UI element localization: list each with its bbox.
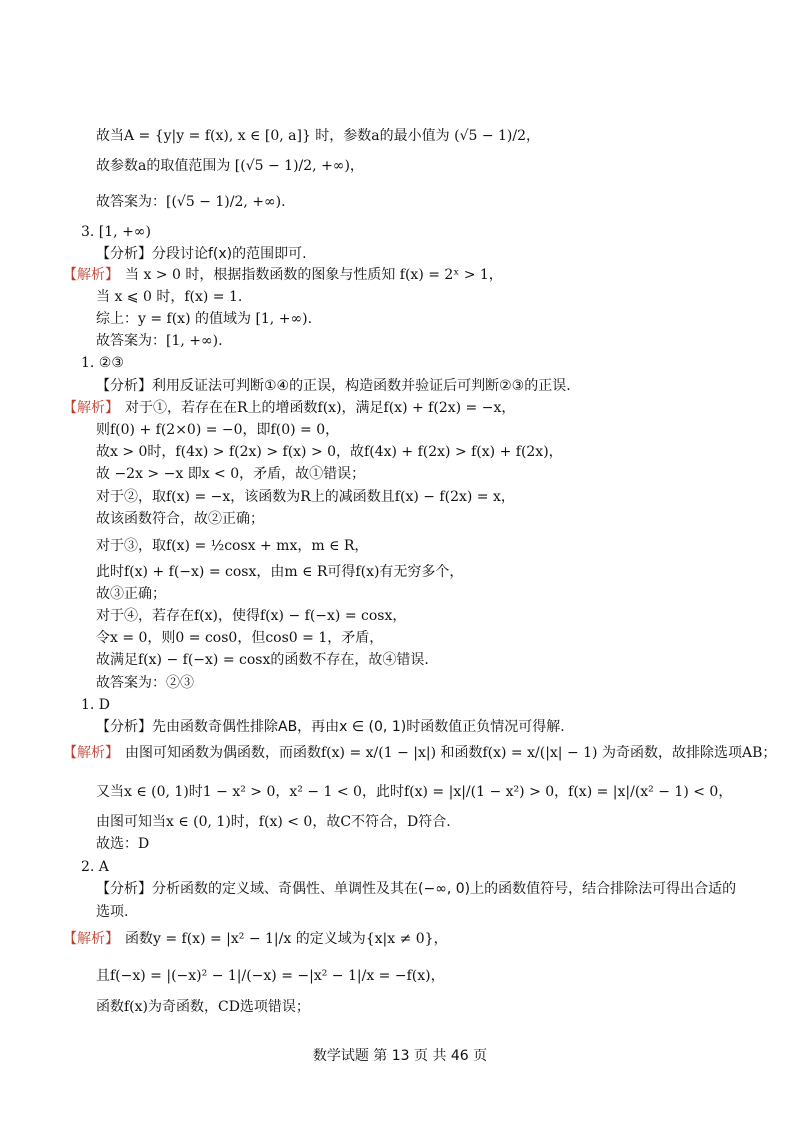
text-line: 此时f(x) + f(−x) = cosx，由m ∈ R可得f(x)有无穷多个，	[96, 564, 464, 580]
text-line: 则f(0) + f(2×0) = −0，即f(0) = 0，	[96, 422, 340, 438]
answer-number: 1. ②③	[81, 355, 124, 371]
solution-tag: 【解析】	[63, 745, 119, 761]
text-line: 故答案为：[(√5 − 1)/2, +∞).	[96, 194, 286, 210]
text-line: 故答案为：[1, +∞).	[96, 333, 223, 349]
text-line: 故该函数符合，故②正确；	[96, 511, 264, 527]
answer-number: 1. D	[81, 697, 111, 713]
text-line: 对于③，取f(x) = ½cosx + mx，m ∈ R，	[96, 538, 369, 554]
text-line: 当 x ⩽ 0 时，f(x) = 1.	[96, 289, 243, 305]
answer-number: 3. [1, +∞)	[81, 224, 151, 240]
text-line: 函数y = f(x) = |x² − 1|/x 的定义域为{x|x ≠ 0}，	[125, 931, 448, 947]
text-line: 令x = 0，则0 = cos0，但cos0 = 1，矛盾，	[96, 630, 384, 646]
text-line: 故当A = {y|y = f(x), x ∈ [0, a]} 时，参数a的最小值为 (√5 − 1)/2，	[96, 128, 541, 144]
text-line: 故 −2x > −x 即x < 0，矛盾，故①错误；	[96, 466, 366, 482]
text-line: 且f(−x) = |(−x)² − 1|/(−x) = −|x² − 1|/x = −f(x)，	[96, 968, 445, 984]
solution-tag: 【解析】	[63, 931, 119, 947]
text-line: 故满足f(x) − f(−x) = cosx的函数不存在，故④错误.	[96, 652, 429, 668]
text-line: 故③正确；	[96, 586, 166, 602]
analysis-line: 选项.	[96, 904, 129, 920]
analysis-line: 【分析】利用反证法可判断①④的正误，构造函数并验证后可判断②③的正误.	[96, 378, 571, 394]
text-line: 当 x > 0 时，根据指数函数的图象与性质知 f(x) = 2ˣ > 1，	[125, 267, 503, 283]
text-line: 由图可知当x ∈ (0, 1)时，f(x) < 0，故C不符合，D符合.	[96, 814, 451, 830]
text-line: 对于④，若存在f(x)，使得f(x) − f(−x) = cosx，	[96, 608, 407, 624]
text-line: 故参数a的取值范围为 [(√5 − 1)/2, +∞)，	[96, 158, 364, 174]
analysis-line: 【分析】分析函数的定义域、奇偶性、单调性及其在(−∞, 0)上的函数值符号，结合排除法可得出合适的	[96, 881, 737, 897]
text-line: 故选：D	[96, 836, 150, 852]
solution-tag: 【解析】	[63, 400, 119, 416]
text-line: 综上：y = f(x) 的值域为 [1, +∞).	[96, 311, 313, 327]
text-line: 故x > 0时，f(4x) > f(2x) > f(x) > 0，故f(4x) + f(2x) > f(x) + f(2x)，	[96, 444, 563, 460]
solution-tag: 【解析】	[63, 267, 119, 283]
page-footer: 数学试题 第 13 页 共 46 页	[312, 1048, 488, 1064]
analysis-line: 【分析】分段讨论f(x)的范围即可.	[96, 246, 307, 262]
text-line: 又当x ∈ (0, 1)时1 − x² > 0，x² − 1 < 0，此时f(x) = |x|/(1 − x²) > 0，f(x) = |x|/(x² − 1) < 0，	[96, 784, 733, 800]
text-line: 由图可知函数为偶函数，而函数f(x) = x/(1 − |x|) 和函数f(x) = x/(|x| − 1) 为奇函数，故排除选项AB；	[125, 745, 777, 761]
text-line: 函数f(x)为奇函数，CD选项错误；	[96, 999, 310, 1015]
analysis-line: 【分析】先由函数奇偶性排除AB，再由x ∈ (0, 1)时函数值正负情况可得解.	[96, 719, 565, 735]
text-line: 对于②，取f(x) = −x，该函数为R上的减函数且f(x) − f(2x) = x，	[96, 489, 515, 505]
text-line: 对于①，若存在在R上的增函数f(x)，满足f(x) + f(2x) = −x，	[125, 400, 516, 416]
text-line: 故答案为：②③	[96, 675, 194, 691]
answer-number: 2. A	[81, 859, 109, 875]
